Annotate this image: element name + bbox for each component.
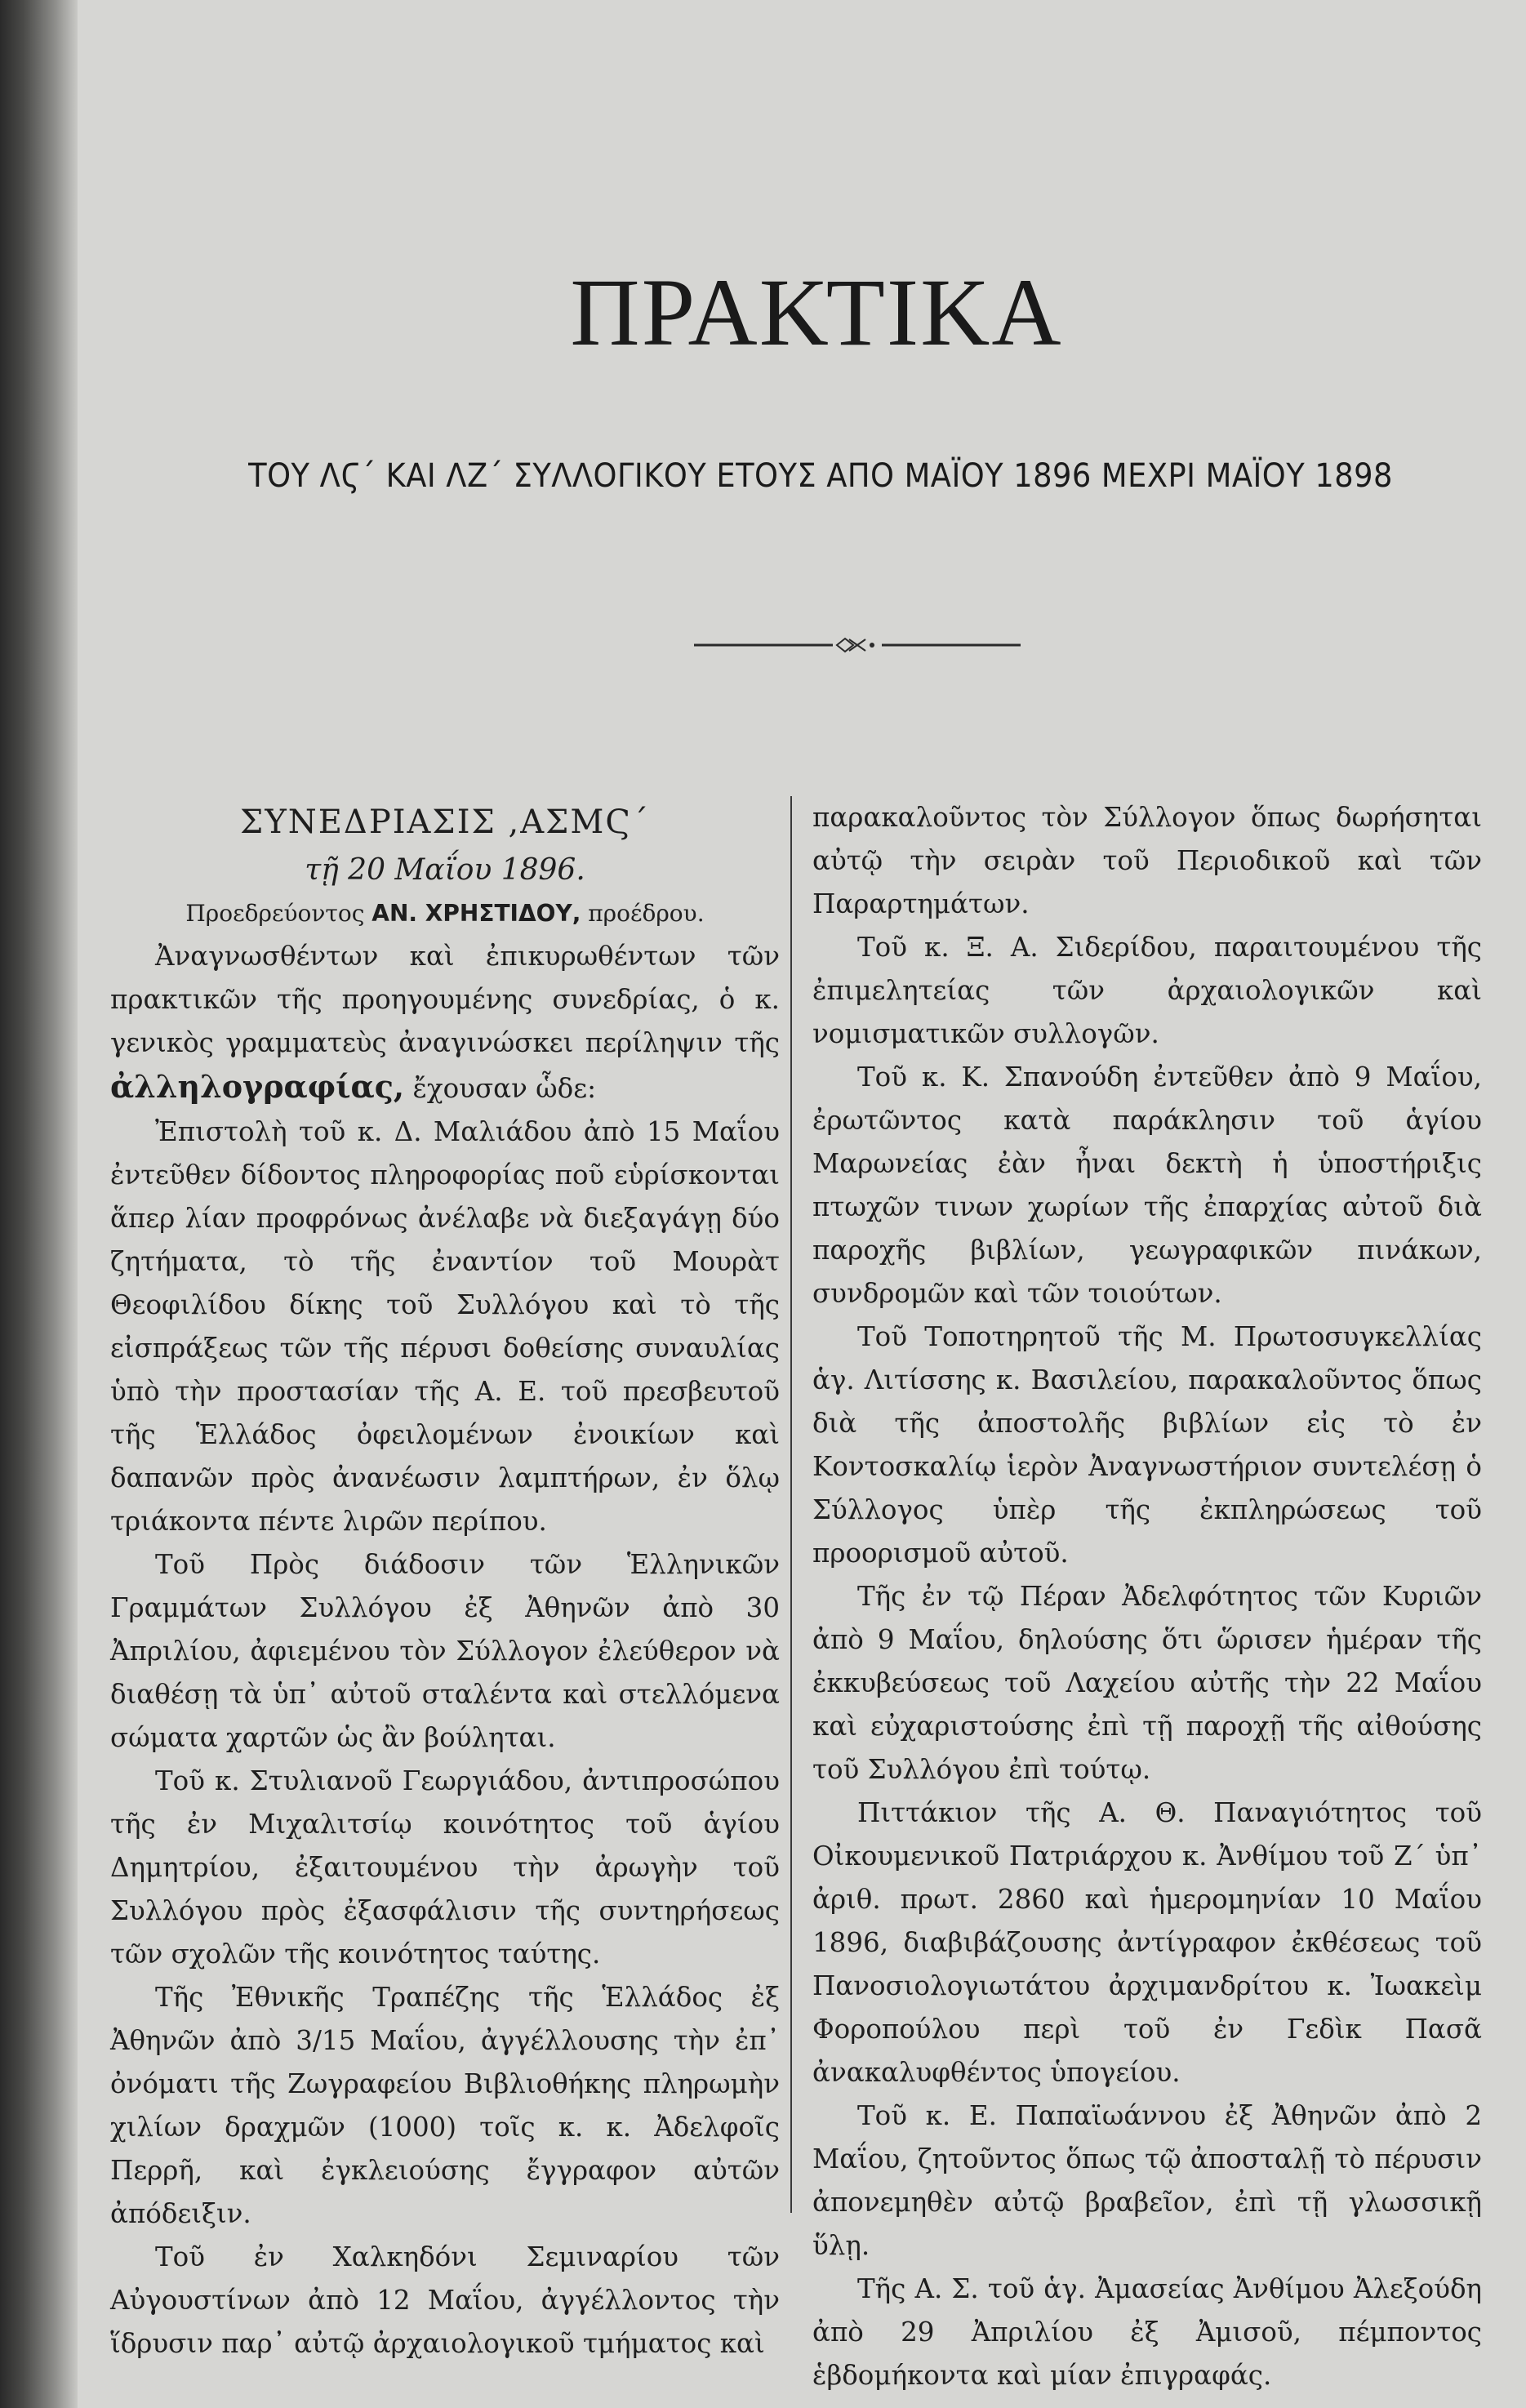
- paragraph: Τοῦ ἐν Χαλκηδόνι Σεμιναρίου τῶν Αὐγουστίνων ἀπὸ 12 Μαΐου, ἀγγέλλοντος τὴν ἵδρυσιν παρ᾽ αὐτῷ ἀρχαιολογικοῦ τμήματος καὶ: [110, 2241, 780, 2359]
- paragraph: Πιττάκιον τῆς Α. Θ. Παναγιότητος τοῦ Οἰκουμενικοῦ Πατριάρχου κ. Ἀνθίμου τοῦ Ζ΄ ὑπ᾽ ἀριθ. πρωτ. 2860 καὶ ἡμερομηνίαν 10 Μαΐου 1896, διαβιβάζουσης ἀντίγραφον ἐκθέσεως τοῦ Πανοσιολογιωτάτου ἀρχιμανδρίτου κ. Ἰωακεὶμ Φοροπούλου περὶ τοῦ ἐν Γεδὶκ Πασᾶ ἀνακαλυφθέντος ὑπογείου.: [812, 1797, 1482, 2088]
- paragraph: Τῆς Α. Σ. τοῦ ἁγ. Ἀμασείας Ἀνθίμου Ἀλεξούδη ἀπὸ 29 Ἀπριλίου ἐξ Ἀμισοῦ, πέμποντος ἑβδομήκοντα καὶ μίαν ἐπιγραφάς.: [812, 2273, 1482, 2391]
- left-column: [110, 796, 780, 2366]
- paragraph: παρακαλοῦντος τὸν Σύλλογον ὅπως δωρήσηται αὐτῷ τὴν σειρὰν τοῦ Περιοδικοῦ καὶ τῶν Παραρτημάτων.: [812, 802, 1482, 919]
- right-column: [812, 796, 1482, 2397]
- session-heading: ΣΥΝΕΔΡΙΑΣΙΣ ,ΑΣΜϚ΄: [240, 803, 650, 841]
- president-prefix: Προεδρεύοντος: [185, 900, 365, 927]
- paragraph: Τοῦ Πρὸς διάδοσιν τῶν Ἑλληνικῶν Γραμμάτων Συλλόγου ἐξ Ἀθηνῶν ἀπὸ 30 Ἀπριλίου, ἀφιεμένου τὸν Σύλλογον ἐλεύθερον νὰ διαθέσῃ τὰ ὑπ᾽ αὐτοῦ σταλέντα καὶ στελλόμενα σώματα χαρτῶν ὡς ἂν βούληται.: [110, 1549, 780, 1753]
- paragraph: Τῆς Ἐθνικῆς Τραπέζης τῆς Ἑλλάδος ἐξ Ἀθηνῶν ἀπὸ 3/15 Μαΐου, ἀγγέλλουσης τὴν ἐπ᾽ ὀνόματι τῆς Ζωγραφείου Βιβλιοθήκης πληρωμὴν χιλίων δραχμῶν (1000) τοῖς κ. κ. Ἀδελφοῖς Περρῆ, καὶ ἐγκλειούσης ἔγγραφον αὐτῶν ἀπόδειξιν.: [110, 1982, 780, 2229]
- paragraph: [110, 935, 780, 1111]
- paragraph: Τοῦ Τοποτηρητοῦ τῆς Μ. Πρωτοσυγκελλίας ἁγ. Λιτίσσης κ. Βασιλείου, παρακαλοῦντος ὅπως διὰ τῆς ἀποστολῆς βιβλίων εἰς τὸ ἐν Κοντοσκαλίῳ ἱερὸν Ἀναγνωστήριον συντελέσῃ ὁ Σύλλογος ὑπὲρ τῆς ἐκπληρώσεως τοῦ προορισμοῦ αὐτοῦ.: [812, 1321, 1482, 1569]
- president-name: ΑΝ. ΧΡΗΣΤΙΔΟΥ,: [371, 900, 581, 927]
- paragraph: Τῆς ἐν τῷ Πέραν Ἀδελφότητος τῶν Κυριῶν ἀπὸ 9 Μαΐου, δηλούσης ὅτι ὥρισεν ἡμέραν τῆς ἐκκυβεύσεως τοῦ Λαχείου αὐτῆς τὴν 22 Μαΐου καὶ εὐχαριστούσης ἐπὶ τῇ παροχῇ τῆς αἰθούσης τοῦ Συλλόγου ἐπὶ τούτῳ.: [812, 1581, 1482, 1785]
- page-title: ΠΡΑΚΤΙΚΑ: [570, 259, 1063, 366]
- paragraph-text-end: ἔχουσαν ὧδε:: [412, 1073, 597, 1104]
- paragraph: Τοῦ κ. Ε. Παπαϊωάννου ἐξ Ἀθηνῶν ἀπὸ 2 Μαΐου, ζητοῦντος ὅπως τῷ ἀποσταλῇ τὸ πέρυσιν ἀπονεμηθὲν αὐτῷ βραβεῖον, ἐπὶ τῇ γλωσσικῇ ὕλῃ.: [812, 2100, 1482, 2261]
- paragraph: Τοῦ κ. Κ. Σπανούδη ἐντεῦθεν ἀπὸ 9 Μαΐου, ἐρωτῶντος κατὰ παράκλησιν τοῦ ἁγίου Μαρωνείας ἐὰν ἦναι δεκτὴ ἡ ὑποστήριξις πτωχῶν τινων χωρίων τῆς ἐπαρχίας αὐτοῦ διὰ παροχῆς βιβλίων, γεωγραφικῶν πινάκων, συνδρομῶν καὶ τῶν τοιούτων.: [812, 1062, 1482, 1309]
- correspondence-term: ἀλληλογραφίας,: [110, 1068, 405, 1105]
- column-divider: [790, 796, 792, 2213]
- paragraph: Ἐπιστολὴ τοῦ κ. Δ. Μαλιάδου ἀπὸ 15 Μαΐου ἐντεῦθεν δίδοντος πληροφορίας ποῦ εὑρίσκονται ἅπερ λίαν προφρόνως ἀνέλαβε νὰ διεξαγάγῃ δύο ζητήματα, τὸ τῆς ἐναντίον τοῦ Μουρὰτ Θεοφιλίδου δίκης τοῦ Συλλόγου καὶ τὸ τῆς εἰσπράξεως τῶν τῆς πέρυσι δοθείσης συναυλίας ὑπὸ τὴν προστασίαν τῆς Α. Ε. τοῦ πρεσβευτοῦ τῆς Ἑλλάδος ὀφειλομένων ἐνοικίων καὶ δαπανῶν πρὸς ἀνανέωσιν λαμπτήρων, ἐν ὅλῳ τριάκοντα πέντε λιρῶν περίπου.: [110, 1116, 780, 1537]
- paragraph: Τοῦ κ. Στυλιανοῦ Γεωργιάδου, ἀντιπροσώπου τῆς ἐν Μιχαλιτσίῳ κοινότητος τοῦ ἁγίου Δημητρίου, ἐξαιτουμένου τὴν ἀρωγὴν τοῦ Συλλόγου πρὸς ἐξασφάλισιν τῆς συντηρήσεως τῶν σχολῶν τῆς κοινότητος ταύτης.: [110, 1765, 780, 1970]
- book-spine-shadow: [0, 0, 78, 2408]
- president-suffix: προέδρου.: [588, 900, 705, 927]
- page-subtitle: ΤΟΥ ΛϚ΄ ΚΑΙ ΛΖ΄ ΣΥΛΛΟΓΙΚΟΥ ΕΤΟΥΣ ΑΠΟ ΜΑΪΟΥ 1896 ΜΕΧΡΙ ΜΑΪΟΥ 1898: [248, 457, 1393, 495]
- ornament-divider-icon: [694, 633, 1021, 657]
- paragraph: Τοῦ κ. Ξ. Α. Σιδερίδου, παραιτουμένου τῆς ἐπιμελητείας τῶν ἀρχαιολογικῶν καὶ νομισματικῶν συλλογῶν.: [812, 932, 1482, 1049]
- paragraph-text: Ἀναγνωσθέντων καὶ ἐπικυρωθέντων τῶν πρακτικῶν τῆς προηγουμένης συνεδρίας, ὁ κ. γενικὸς γραμματεὺς ἀναγινώσκει περίληψιν τῆς: [110, 941, 780, 1058]
- session-president: [110, 892, 780, 935]
- session-date: τῇ 20 Μαΐου 1896.: [305, 853, 585, 887]
